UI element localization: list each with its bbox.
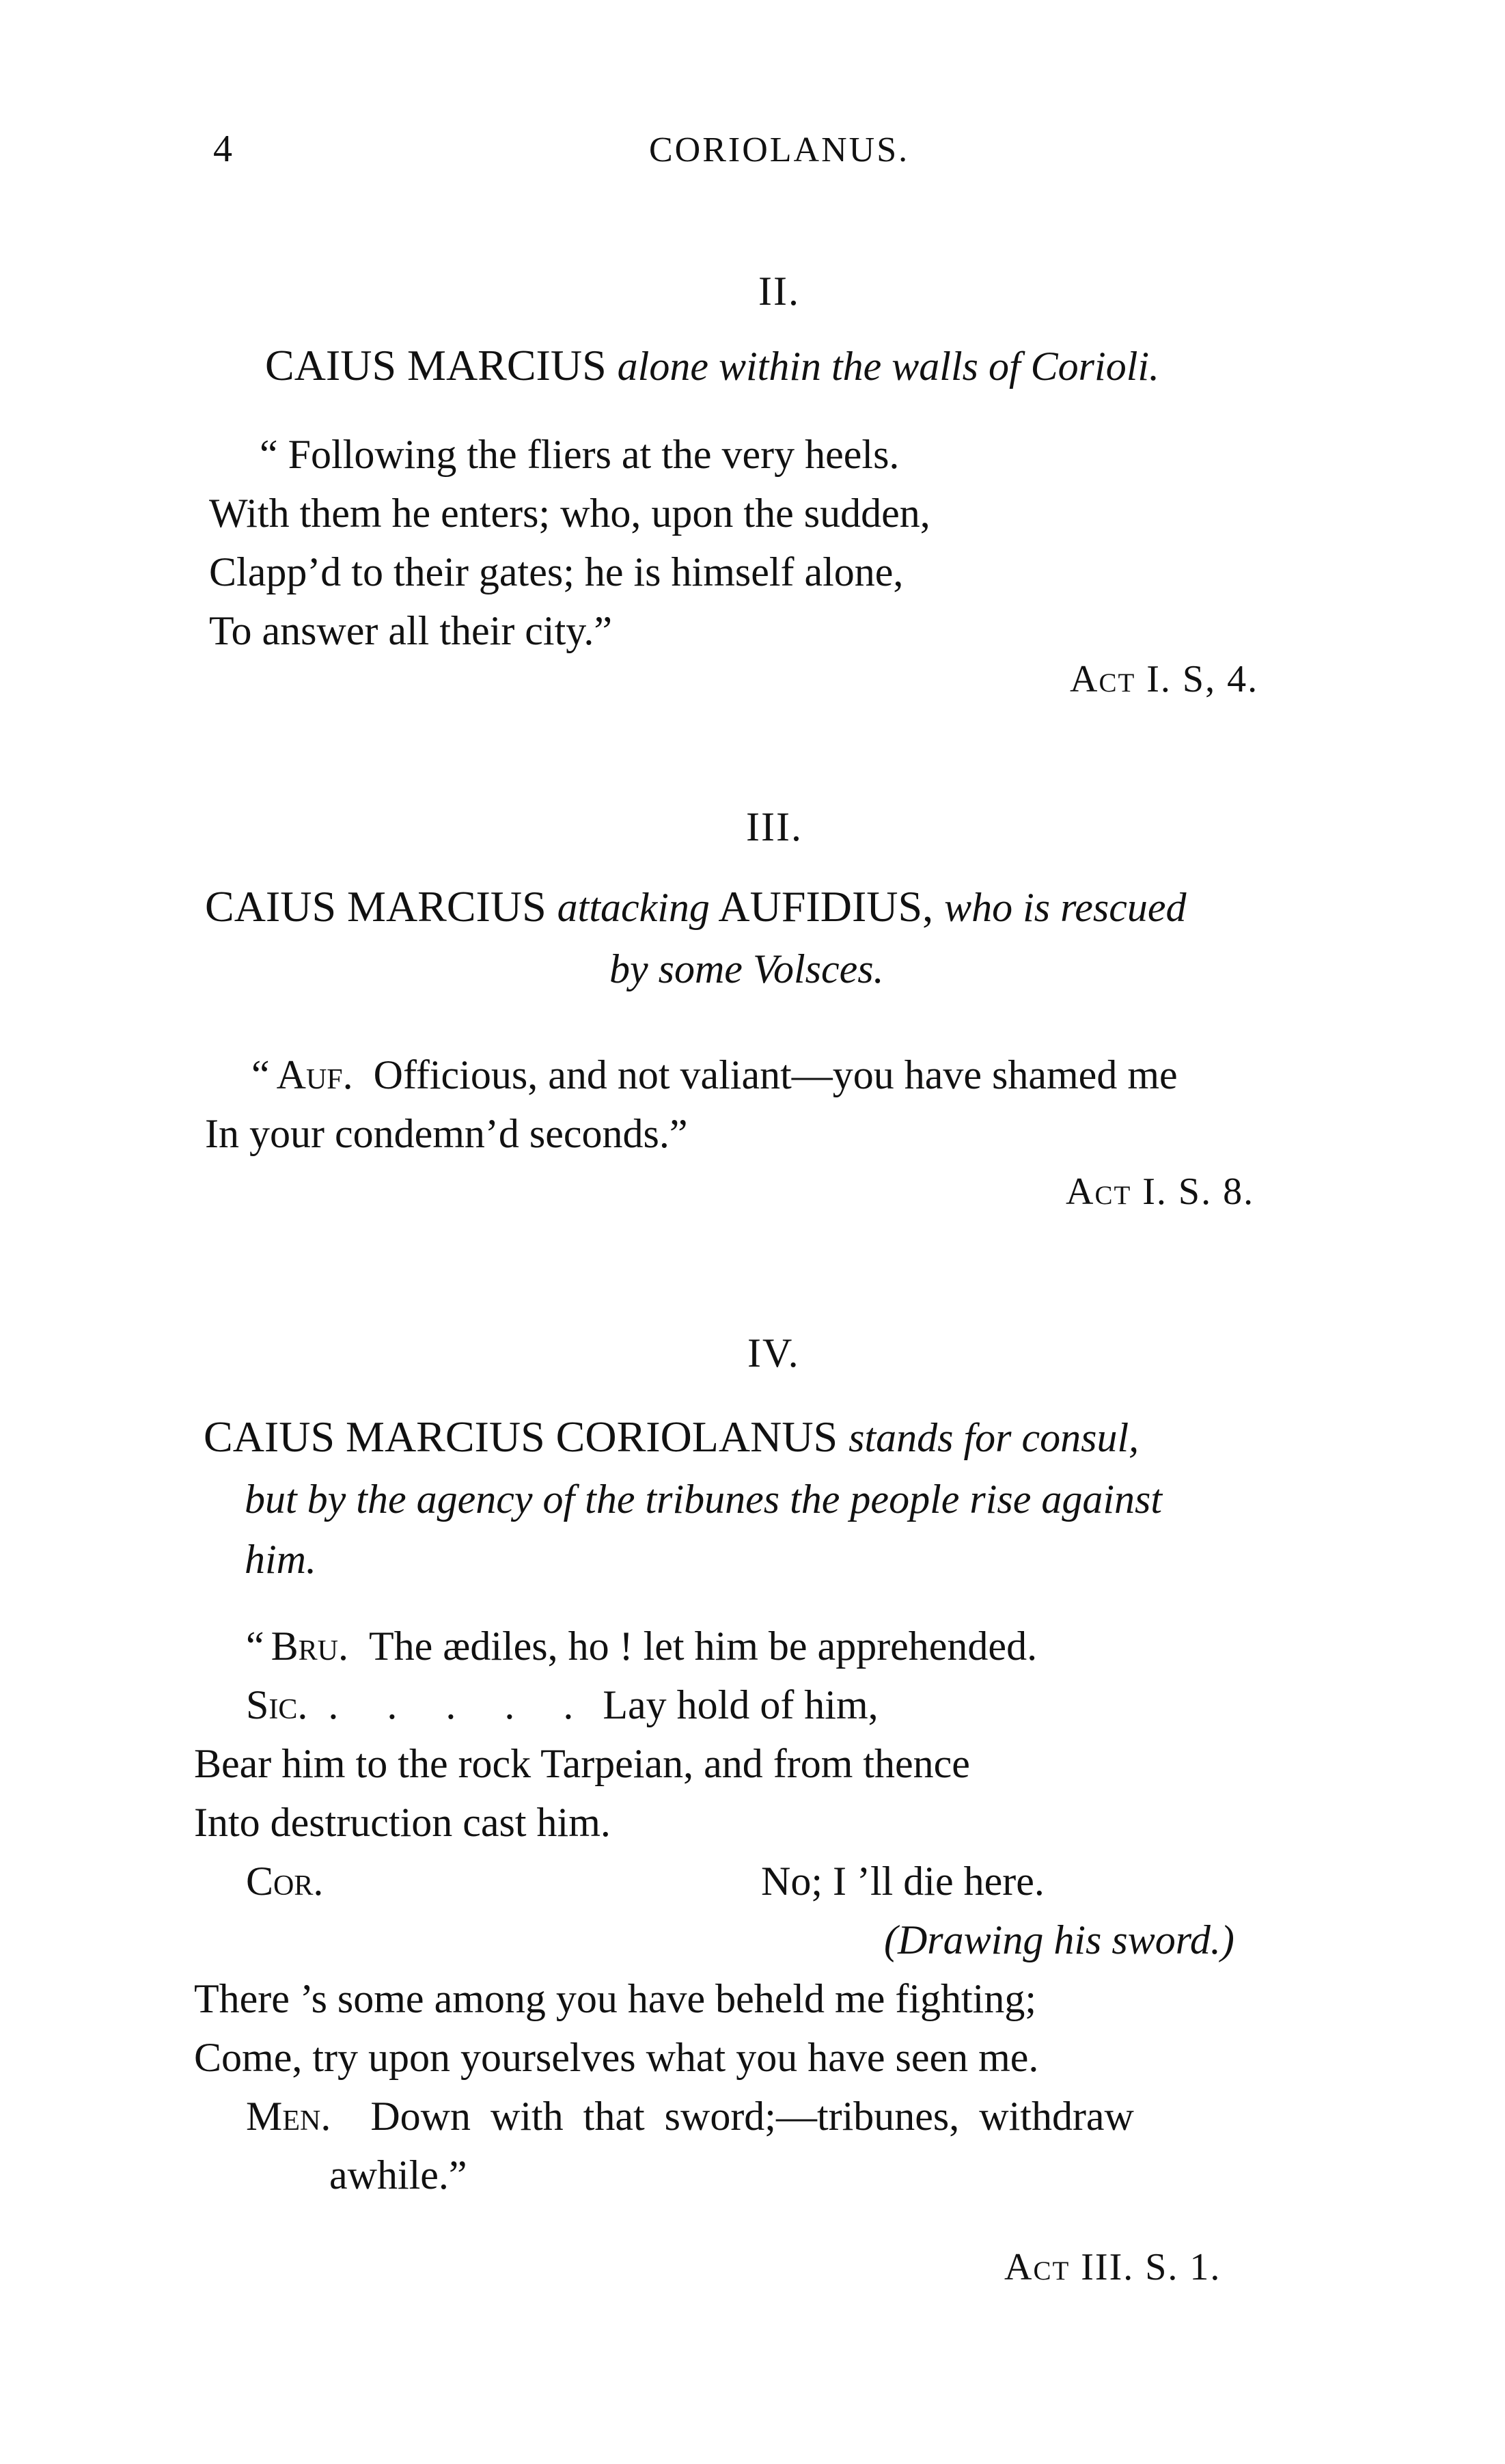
speaker-name: Sic. [246,1682,308,1727]
stage-direction [194,1911,1234,1969]
verse-line: “ Following the fliers at the very heels. [260,432,900,477]
verse-line [205,1045,1178,1104]
running-title: CORIOLANUS. [649,131,910,169]
verse-line: Clapp’d to their gates; he is himself alone, [209,549,904,594]
heading-description: attacking [557,885,710,930]
verse-line: Into destruction cast him. [194,1800,611,1845]
verse-line: To answer all their city.” [209,608,613,653]
verse-line: Bear him to the rock Tarpeian, and from thence [194,1741,970,1786]
speaker-name: Bru. [271,1624,349,1669]
section-ii-reference: Act I. S, 4. [1070,658,1259,700]
heading-description: stands for consul, [848,1415,1140,1460]
heading-name: CAIUS MARCIUS [265,341,607,389]
section-numeral-iii: III. [746,804,803,849]
verse-line [194,1675,1234,1734]
heading-description: who is rescued [944,885,1187,930]
page-number: 4 [213,128,232,170]
section-iii-heading [205,881,1187,932]
verse-line [194,1852,1234,1911]
verse-line [194,1617,1234,1675]
speaker-name: Men. [246,2094,331,2139]
section-ii-quote [209,425,930,660]
speech-text: Lay hold of him, [603,1682,879,1727]
section-iv-reference: Act III. S. 1. [1004,2246,1221,2288]
verse-line: awhile.” [329,2152,467,2198]
section-iv-heading-cont [245,1473,1162,1524]
heading-name: CAIUS MARCIUS [205,882,547,931]
heading-description: him. [245,1537,316,1582]
open-quote: “ [251,1052,270,1097]
section-numeral-ii: II. [758,269,800,314]
heading-description: alone within the walls of Corioli. [617,344,1160,389]
speaker-name: Auf. [276,1052,353,1097]
section-iv-heading [204,1412,1139,1462]
verse-line: With them he enters; who, upon the sudden, [209,491,930,536]
stage-direction-text: (Drawing his sword.) [884,1917,1234,1962]
speech-text: Officious, and not valiant—you have shamed me [373,1052,1178,1097]
verse-line: In your condemn’d seconds.” [205,1111,688,1156]
section-ii-heading [265,340,1159,391]
speech-text: Down with that sword;—tribunes, withdraw [370,2094,1134,2139]
verse-line: There ’s some among you have beheld me fighting; [194,1976,1037,2021]
heading-description: but by the agency of the tribunes the people rise against [245,1477,1163,1522]
section-iii-reference: Act I. S. 8. [1066,1171,1255,1213]
heading-name: CAIUS MARCIUS CORIOLANUS [204,1412,838,1461]
section-iii-heading-cont [609,943,884,994]
open-quote: “ [246,1624,264,1669]
section-numeral-iv: IV. [747,1330,800,1375]
speech-text: No; I ’ll die here. [761,1859,1045,1904]
speech-text: The ædiles, ho ! let him be apprehended. [369,1624,1038,1669]
section-iv-heading-cont [245,1533,316,1584]
verse-line [194,2087,1234,2146]
heading-name: AUFIDIUS, [718,882,934,931]
ellipsis-dots: . . . . . [328,1682,593,1727]
section-iv-quote [194,1617,1234,2204]
verse-line: Come, try upon yourselves what you have seen me. [194,2035,1039,2080]
heading-description: by some Volsces. [609,946,884,991]
section-iii-quote [205,1045,1178,1163]
speaker-name: Cor. [246,1859,324,1904]
